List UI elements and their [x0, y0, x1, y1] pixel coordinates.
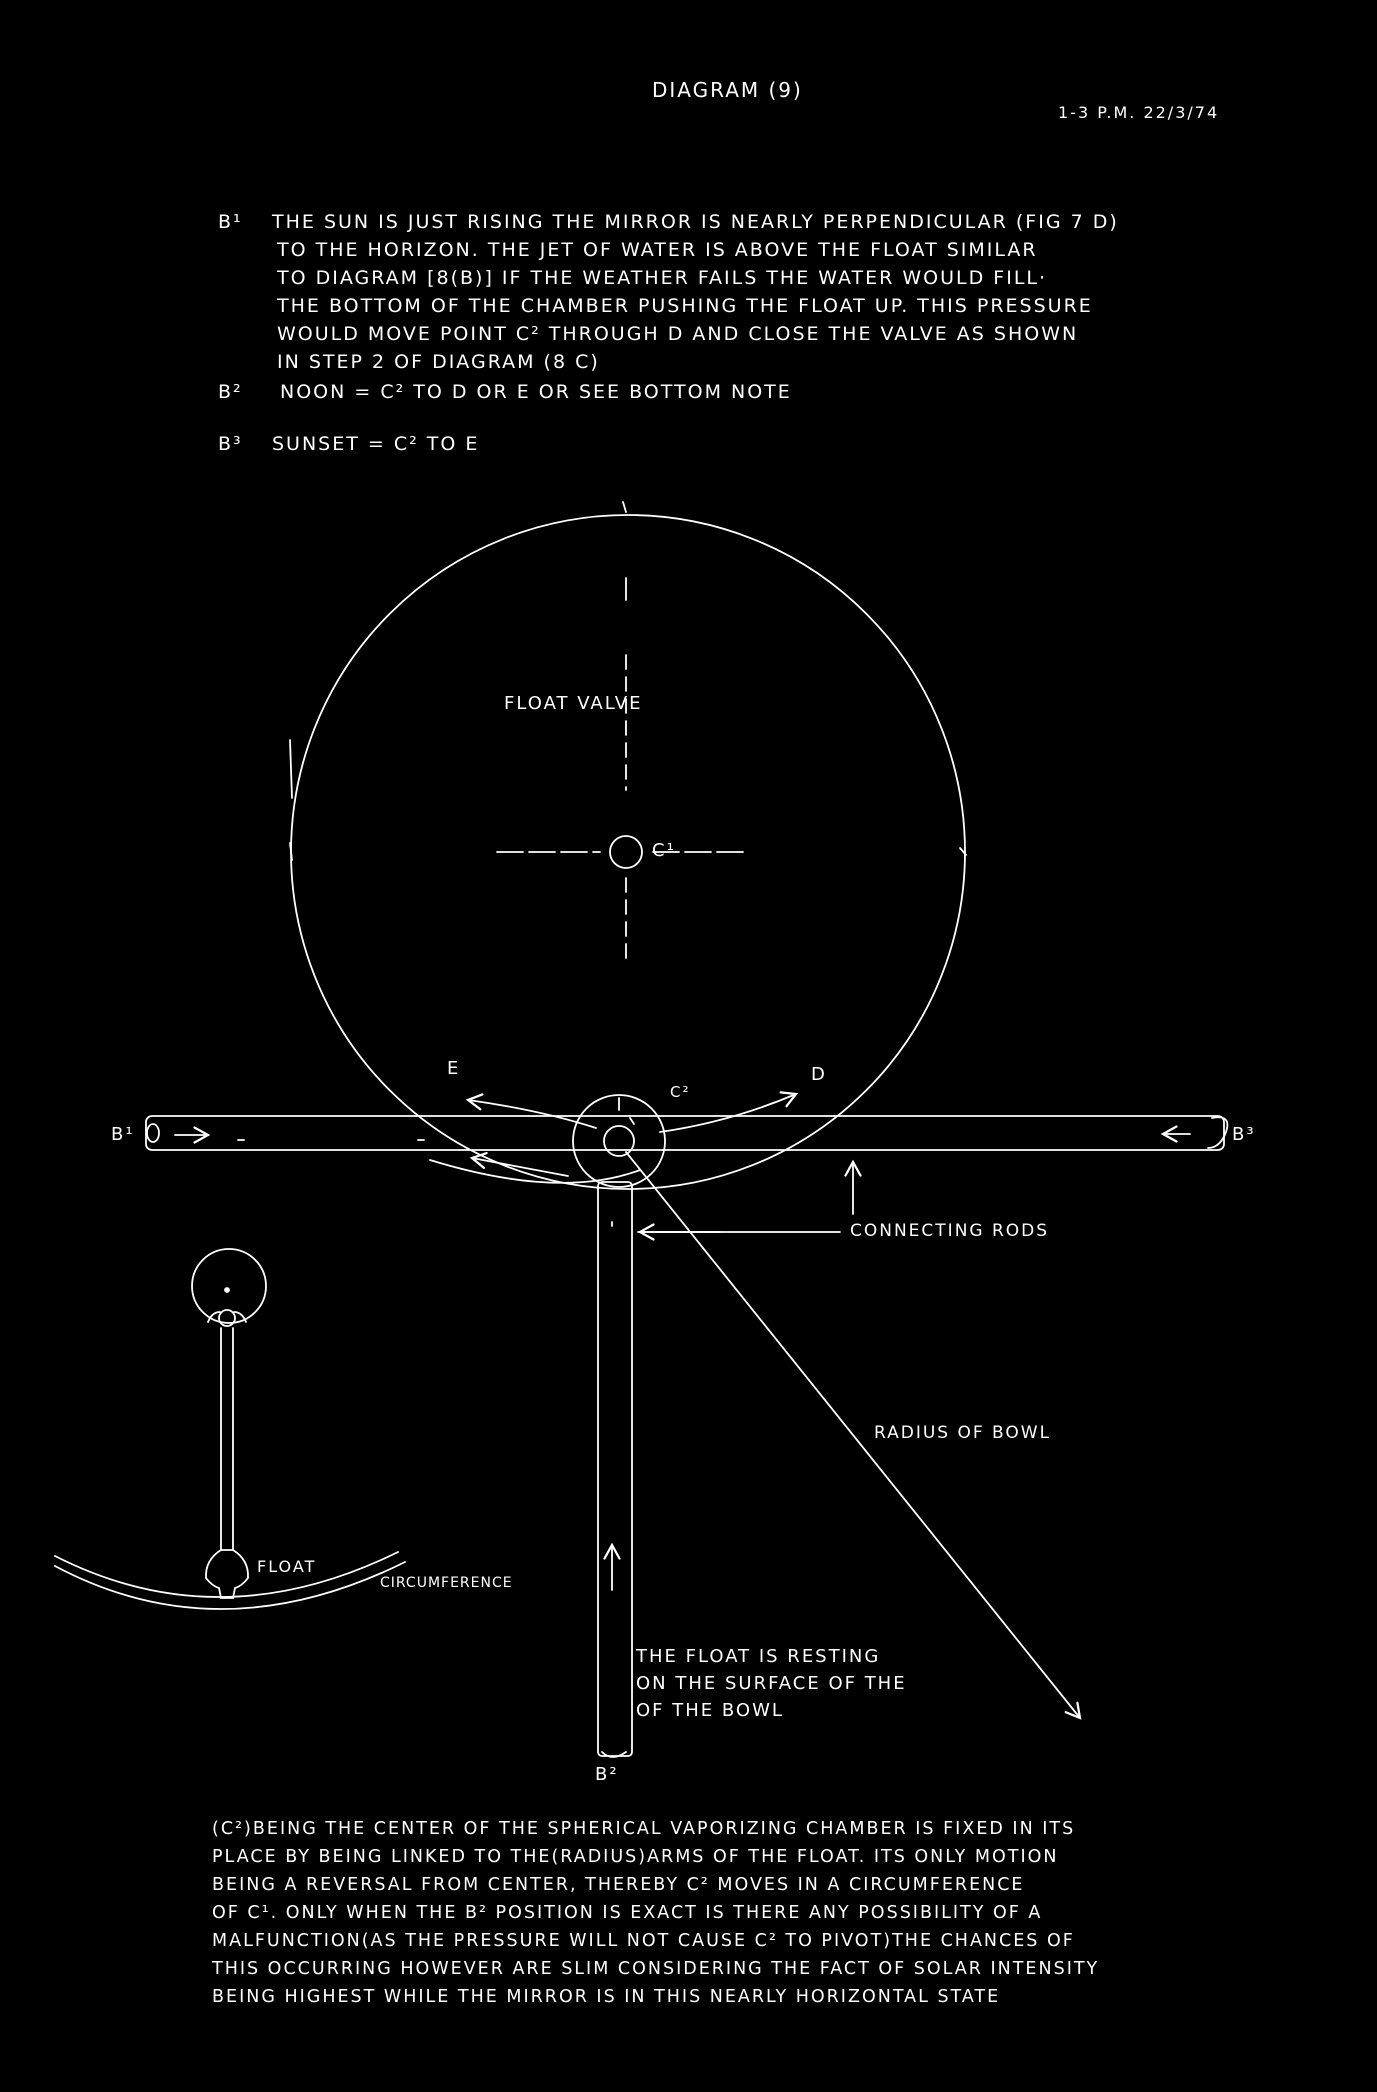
note-b1-line: TO DIAGRAM [8(B)] IF THE WEATHER FAILS THE WATER WOULD FILL·: [277, 267, 1048, 289]
c2-hub-inner: [604, 1126, 634, 1156]
vertical-rod: [598, 1182, 632, 1756]
bottom-note-line: (C²)BEING THE CENTER OF THE SPHERICAL VAPORIZING CHAMBER IS FIXED IN ITS: [212, 1819, 1076, 1839]
label-e: E: [447, 1058, 461, 1079]
bottom-note-line: THIS OCCURRING HOWEVER ARE SLIM CONSIDERING THE FACT OF SOLAR INTENSITY: [212, 1959, 1100, 1979]
label-b3-end: B³: [1232, 1124, 1256, 1145]
label-circumference: CIRCUMFERENCE: [380, 1575, 513, 1591]
float-ball-dot: [225, 1288, 229, 1292]
label-b2-end: B²: [595, 1764, 619, 1785]
hub-tick: [630, 1118, 634, 1124]
arm-end-b1: [147, 1124, 159, 1142]
label-connecting-rods: CONNECTING RODS: [850, 1221, 1050, 1241]
arrow-lower: [472, 1158, 568, 1176]
bottom-note-line: BEING A REVERSAL FROM CENTER, THEREBY C² MOVES IN A CIRCUMFERENCE: [212, 1875, 1025, 1895]
date-stamp: 1-3 P.M. 22/3/74: [1058, 103, 1220, 122]
float-resting-line: ON THE SURFACE OF THE: [636, 1673, 907, 1694]
bowl-curve-outer: [55, 1562, 405, 1609]
note-key-b2: B²: [218, 381, 243, 403]
label-c1: C¹: [652, 840, 676, 861]
note-b1-line: THE SUN IS JUST RISING THE MIRROR IS NEARLY PERPENDICULAR (FIG 7 D): [272, 211, 1119, 233]
float-resting-line: THE FLOAT IS RESTING: [636, 1646, 881, 1667]
label-c2: C²: [670, 1083, 691, 1101]
label-float-valve: FLOAT VALVE: [504, 693, 643, 714]
note-b1-line: THE BOTTOM OF THE CHAMBER PUSHING THE FLOAT UP. THIS PRESSURE: [277, 295, 1093, 317]
note-key-b1: B¹: [218, 211, 243, 233]
label-d: D: [811, 1064, 827, 1085]
note-b1-line: IN STEP 2 OF DIAGRAM (8 C): [277, 351, 600, 373]
arc-lower: [430, 1160, 640, 1183]
bowl-curve-inner: [55, 1552, 398, 1597]
note-b3: SUNSET = C² TO E: [272, 433, 480, 455]
bottom-note-line: MALFUNCTION(AS THE PRESSURE WILL NOT CAUSE C² TO PIVOT)THE CHANCES OF: [212, 1931, 1075, 1951]
note-key-b3: B³: [218, 433, 243, 455]
chamber-circle: [291, 515, 965, 1189]
label-radius-of-bowl: RADIUS OF BOWL: [874, 1423, 1052, 1443]
note-b1-line: TO THE HORIZON. THE JET OF WATER IS ABOVE THE FLOAT SIMILAR: [277, 239, 1038, 261]
bottom-note-line: BEING HIGHEST WHILE THE MIRROR IS IN THIS NEARLY HORIZONTAL STATE: [212, 1987, 1001, 2007]
label-float: FLOAT: [257, 1557, 317, 1576]
bottom-note-line: OF C¹. ONLY WHEN THE B² POSITION IS EXACT IS THERE ANY POSSIBILITY OF A: [212, 1903, 1043, 1923]
note-b1-line: WOULD MOVE POINT C² THROUGH D AND CLOSE THE VALVE AS SHOWN: [277, 323, 1079, 345]
note-b2: NOON = C² TO D OR E OR SEE BOTTOM NOTE: [280, 381, 792, 403]
bottom-note-line: PLACE BY BEING LINKED TO THE(RADIUS)ARMS OF THE FLOAT. ITS ONLY MOTION: [212, 1847, 1059, 1867]
horizontal-arm: [146, 1116, 1224, 1150]
tick: [290, 740, 292, 798]
label-b1-end: B¹: [111, 1124, 135, 1145]
float-ball: [192, 1249, 266, 1323]
tick: [623, 502, 626, 512]
c1-pivot: [610, 836, 642, 868]
float-resting-line: OF THE BOWL: [636, 1700, 784, 1721]
diagram-title: DIAGRAM (9): [652, 78, 803, 102]
float-body: [206, 1550, 248, 1598]
